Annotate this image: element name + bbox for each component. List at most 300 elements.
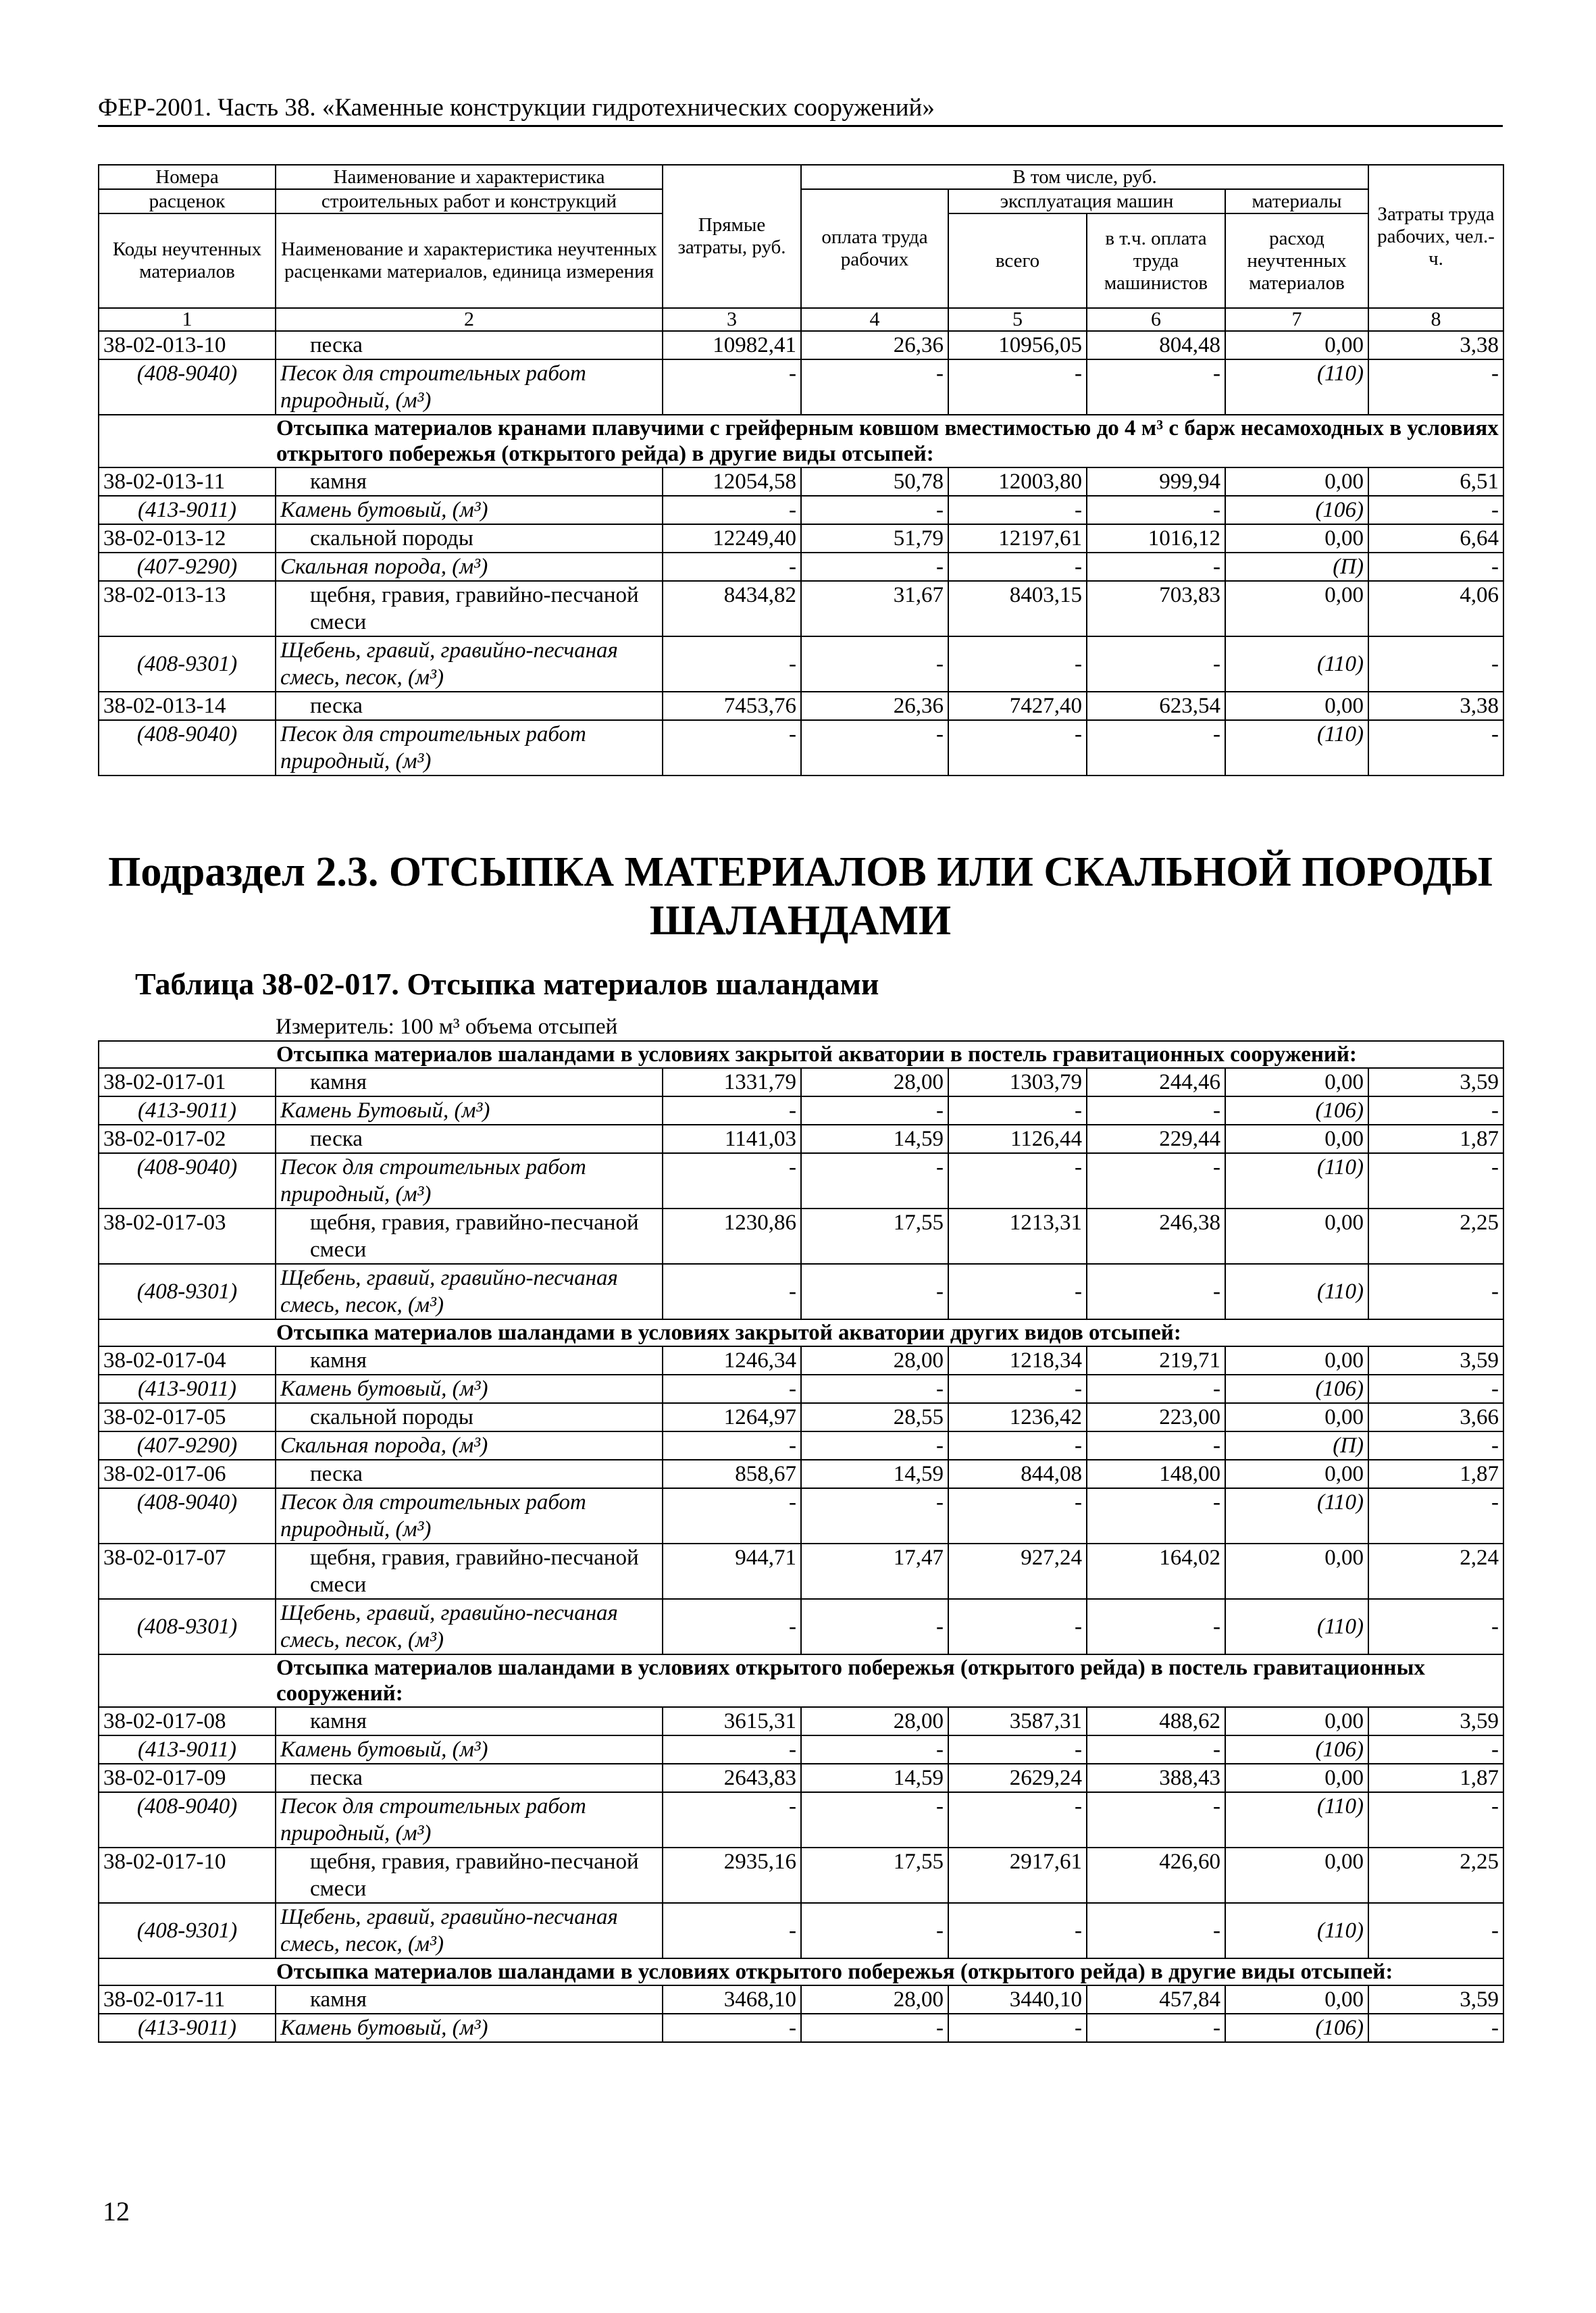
machinists-labor: 219,71 (1087, 1346, 1225, 1375)
labor-hours: 1,87 (1368, 1460, 1503, 1488)
material-name: Песок для строительных работ природный, (м³) (276, 1153, 663, 1209)
material-code: (407-9290) (99, 553, 276, 581)
material-name: Камень Бутовый, (м³) (276, 1096, 663, 1125)
dash: - (1087, 1488, 1225, 1544)
dash: - (948, 1599, 1087, 1654)
dash: - (1087, 1903, 1225, 1958)
rate-name: камня (276, 1707, 663, 1735)
direct-cost: 2643,83 (663, 1764, 801, 1792)
machines-total: 7427,40 (948, 692, 1087, 720)
subsection-title: Подраздел 2.3. ОТСЫПКА МАТЕРИАЛОВ ИЛИ СКАЛЬНОЙ ПОРОДЫ ШАЛАНДАМИ (108, 849, 1493, 944)
material-code: (407-9290) (99, 1431, 276, 1460)
labor-hours: 4,06 (1368, 581, 1503, 636)
labor-cost: 17,55 (801, 1848, 948, 1903)
rates-table-013 (98, 164, 1504, 776)
direct-cost: 3468,10 (663, 1985, 801, 2014)
dash: - (948, 2014, 1087, 2042)
dash: - (1368, 1903, 1503, 1958)
dash: - (948, 1735, 1087, 1764)
rate-38-02-013-12 (99, 524, 1503, 581)
material-code: (408-9040) (99, 1792, 276, 1848)
dash: - (1087, 1264, 1225, 1319)
rate-name: щебня, гравия, гравийно-песчаной смеси (276, 1544, 663, 1599)
dash: - (801, 636, 948, 692)
rate-name: камня (276, 1068, 663, 1096)
rate-code: 38-02-013-14 (99, 692, 276, 720)
labor-hours: 3,38 (1368, 692, 1503, 720)
rate-38-02-017-08 (99, 1707, 1503, 1764)
machines-total: 3587,31 (948, 1707, 1087, 1735)
material-name: Песок для строительных работ природный, (м³) (276, 1488, 663, 1544)
material-consumption: (110) (1225, 1488, 1368, 1544)
head-mat-cons: расход неучтенных материалов (1225, 213, 1368, 308)
head-name-a: Наименование и характеристика (276, 165, 663, 189)
dash: - (663, 720, 801, 776)
dash: - (801, 359, 948, 415)
dash: - (1368, 1375, 1503, 1403)
labor-cost: 31,67 (801, 581, 948, 636)
machinists-labor: 457,84 (1087, 1985, 1225, 2014)
dash: - (1087, 1096, 1225, 1125)
rate-38-02-017-03 (99, 1209, 1503, 1319)
meter-unit: Измеритель: 100 м³ объема отсыпей (276, 1015, 618, 1039)
material-consumption: (110) (1225, 1903, 1368, 1958)
dash: - (1368, 1096, 1503, 1125)
machines-total: 844,08 (948, 1460, 1087, 1488)
rate-name: щебня, гравия, гравийно-песчаной смеси (276, 581, 663, 636)
machines-total: 10956,05 (948, 331, 1087, 359)
rate-name: песка (276, 1764, 663, 1792)
labor-cost: 26,36 (801, 692, 948, 720)
material-consumption: (106) (1225, 1375, 1368, 1403)
direct-cost: 2935,16 (663, 1848, 801, 1903)
labor-hours: 2,25 (1368, 1209, 1503, 1264)
direct-cost: 1246,34 (663, 1346, 801, 1375)
machinists-labor: 804,48 (1087, 331, 1225, 359)
page-header: ФЕР-2001. Часть 38. «Каменные конструкции гидротехнических сооружений» (98, 93, 1503, 127)
direct-cost: 3615,31 (663, 1707, 801, 1735)
material-name: Щебень, гравий, гравийно-песчаная смесь, песок, (м³) (276, 1599, 663, 1654)
dash: - (1368, 496, 1503, 524)
dash: - (1368, 359, 1503, 415)
material-code: (408-9040) (99, 720, 276, 776)
dash: - (948, 1264, 1087, 1319)
machinists-labor: 703,83 (1087, 581, 1225, 636)
rate-38-02-013-10 (99, 331, 1503, 415)
direct-cost: 12054,58 (663, 467, 801, 496)
rate-38-02-017-01 (99, 1068, 1503, 1125)
head-name-b: строительных работ и конструкций (276, 189, 663, 213)
dash: - (1087, 553, 1225, 581)
dash: - (948, 359, 1087, 415)
direct-cost: 1141,03 (663, 1125, 801, 1153)
head-mach-labor: в т.ч. оплата труда машинистов (1087, 213, 1225, 308)
machines-total: 8403,15 (948, 581, 1087, 636)
dash: - (1368, 2014, 1503, 2042)
machines-total: 1236,42 (948, 1403, 1087, 1431)
labor-hours: 1,87 (1368, 1764, 1503, 1792)
rate-code: 38-02-017-08 (99, 1707, 276, 1735)
col-num: 4 (801, 308, 948, 331)
materials-cost: 0,00 (1225, 1125, 1368, 1153)
rate-38-02-017-11 (99, 1985, 1503, 2042)
rate-name: песка (276, 692, 663, 720)
rate-name: камня (276, 467, 663, 496)
material-code: (413-9011) (99, 1735, 276, 1764)
col-num: 3 (663, 308, 801, 331)
dash: - (663, 1792, 801, 1848)
dash: - (801, 720, 948, 776)
direct-cost: 1264,97 (663, 1403, 801, 1431)
group-heading: Отсыпка материалов шаландами в условиях открытого побережья (открытого рейда) в другие виды отсыпей: (99, 1958, 1503, 1985)
dash: - (1087, 1375, 1225, 1403)
dash: - (801, 1264, 948, 1319)
materials-cost: 0,00 (1225, 524, 1368, 553)
rate-name: песка (276, 1460, 663, 1488)
material-name: Песок для строительных работ природный, (м³) (276, 720, 663, 776)
machinists-labor: 999,94 (1087, 467, 1225, 496)
rate-38-02-013-14 (99, 692, 1503, 776)
dash: - (948, 1792, 1087, 1848)
labor-cost: 51,79 (801, 524, 948, 553)
dash: - (801, 1431, 948, 1460)
materials-cost: 0,00 (1225, 692, 1368, 720)
direct-cost: 10982,41 (663, 331, 801, 359)
dash: - (948, 1153, 1087, 1209)
machinists-labor: 223,00 (1087, 1403, 1225, 1431)
material-consumption: (110) (1225, 636, 1368, 692)
dash: - (801, 1903, 948, 1958)
group-heading: Отсыпка материалов шаландами в условиях закрытой акватории в постель гравитационных сооружений: (99, 1041, 1503, 1068)
dash: - (1087, 636, 1225, 692)
material-code: (408-9301) (99, 636, 276, 692)
labor-cost: 28,55 (801, 1403, 948, 1431)
rate-38-02-017-06 (99, 1460, 1503, 1544)
labor-cost: 17,55 (801, 1209, 948, 1264)
col-num: 1 (99, 308, 276, 331)
machines-total: 927,24 (948, 1544, 1087, 1599)
materials-cost: 0,00 (1225, 1346, 1368, 1375)
material-code: (413-9011) (99, 2014, 276, 2042)
head-labor: оплата труда рабочих (801, 189, 948, 308)
rate-38-02-017-09 (99, 1764, 1503, 1848)
rate-code: 38-02-013-13 (99, 581, 276, 636)
materials-cost: 0,00 (1225, 331, 1368, 359)
material-consumption: (110) (1225, 1792, 1368, 1848)
material-name: Скальная порода, (м³) (276, 1431, 663, 1460)
dash: - (1368, 1488, 1503, 1544)
material-name: Щебень, гравий, гравийно-песчаная смесь, песок, (м³) (276, 1903, 663, 1958)
materials-cost: 0,00 (1225, 581, 1368, 636)
dash: - (948, 496, 1087, 524)
material-code: (408-9040) (99, 1488, 276, 1544)
dash: - (1087, 1153, 1225, 1209)
dash: - (948, 1903, 1087, 1958)
material-name: Камень бутовый, (м³) (276, 2014, 663, 2042)
head-num-a: Номера (99, 165, 276, 189)
dash: - (663, 1488, 801, 1544)
dash: - (801, 1599, 948, 1654)
direct-cost: 7453,76 (663, 692, 801, 720)
head-num-b: расценок (99, 189, 276, 213)
machinists-labor: 229,44 (1087, 1125, 1225, 1153)
labor-hours: 6,51 (1368, 467, 1503, 496)
dash: - (801, 1792, 948, 1848)
dash: - (948, 1488, 1087, 1544)
head-mach-total: всего (948, 213, 1087, 308)
dash: - (948, 1096, 1087, 1125)
material-consumption: (110) (1225, 359, 1368, 415)
rate-38-02-017-04 (99, 1346, 1503, 1403)
materials-cost: 0,00 (1225, 1707, 1368, 1735)
labor-cost: 26,36 (801, 331, 948, 359)
head-materials: материалы (1225, 189, 1368, 213)
col-num: 8 (1368, 308, 1503, 331)
dash: - (1087, 1599, 1225, 1654)
machinists-labor: 488,62 (1087, 1707, 1225, 1735)
material-name: Песок для строительных работ природный, (м³) (276, 1792, 663, 1848)
dash: - (801, 553, 948, 581)
machines-total: 2917,61 (948, 1848, 1087, 1903)
material-code: (413-9011) (99, 1375, 276, 1403)
material-code: (408-9301) (99, 1599, 276, 1654)
head-codes: Коды неучтенных материалов (99, 213, 276, 308)
labor-hours: 2,24 (1368, 1544, 1503, 1599)
labor-hours: 3,59 (1368, 1068, 1503, 1096)
rate-code: 38-02-017-09 (99, 1764, 276, 1792)
dash: - (663, 1431, 801, 1460)
rate-code: 38-02-017-02 (99, 1125, 276, 1153)
dash: - (801, 496, 948, 524)
material-consumption: (П) (1225, 1431, 1368, 1460)
group-heading: Отсыпка материалов шаландами в условиях закрытой акватории других видов отсыпей: (99, 1319, 1503, 1346)
materials-cost: 0,00 (1225, 1068, 1368, 1096)
material-code: (413-9011) (99, 496, 276, 524)
machinists-labor: 148,00 (1087, 1460, 1225, 1488)
rate-38-02-017-05 (99, 1403, 1503, 1460)
dash: - (663, 553, 801, 581)
rate-name: скальной породы (276, 524, 663, 553)
materials-cost: 0,00 (1225, 467, 1368, 496)
dash: - (1368, 1153, 1503, 1209)
material-consumption: (106) (1225, 1735, 1368, 1764)
dash: - (1368, 636, 1503, 692)
col-num: 7 (1225, 308, 1368, 331)
dash: - (1368, 1735, 1503, 1764)
labor-cost: 50,78 (801, 467, 948, 496)
machinists-labor: 388,43 (1087, 1764, 1225, 1792)
head-incl: В том числе, руб. (801, 165, 1368, 189)
rate-code: 38-02-017-05 (99, 1403, 276, 1431)
machinists-labor: 246,38 (1087, 1209, 1225, 1264)
dash: - (663, 2014, 801, 2042)
dash: - (1368, 720, 1503, 776)
dash: - (663, 636, 801, 692)
dash: - (1368, 1431, 1503, 1460)
labor-hours: 6,64 (1368, 524, 1503, 553)
direct-cost: 858,67 (663, 1460, 801, 1488)
rate-code: 38-02-017-10 (99, 1848, 276, 1903)
labor-cost: 28,00 (801, 1346, 948, 1375)
materials-cost: 0,00 (1225, 1764, 1368, 1792)
machinists-labor: 244,46 (1087, 1068, 1225, 1096)
material-consumption: (106) (1225, 496, 1368, 524)
materials-cost: 0,00 (1225, 1848, 1368, 1903)
dash: - (948, 720, 1087, 776)
dash: - (663, 1903, 801, 1958)
machines-total: 1126,44 (948, 1125, 1087, 1153)
dash: - (1087, 2014, 1225, 2042)
dash: - (663, 1375, 801, 1403)
machinists-labor: 1016,12 (1087, 524, 1225, 553)
dash: - (801, 1375, 948, 1403)
rate-code: 38-02-013-11 (99, 467, 276, 496)
group-heading: Отсыпка материалов кранами плавучими с грейферным ковшом вместимостью до 4 м³ с барж несамоходных в условиях открытого побережья (открытого рейда) в другие виды отсыпей: (99, 415, 1503, 467)
labor-hours: 3,38 (1368, 331, 1503, 359)
dash: - (1087, 496, 1225, 524)
dash: - (663, 359, 801, 415)
rates-table-017 (98, 1040, 1504, 2043)
dash: - (1087, 1792, 1225, 1848)
rate-38-02-017-10 (99, 1848, 1503, 1958)
head-direct: Прямые затраты, руб. (663, 165, 801, 308)
materials-cost: 0,00 (1225, 1985, 1368, 2014)
machines-total: 2629,24 (948, 1764, 1087, 1792)
material-consumption: (106) (1225, 1096, 1368, 1125)
rate-name: песка (276, 1125, 663, 1153)
rate-38-02-017-07 (99, 1544, 1503, 1654)
dash: - (801, 2014, 948, 2042)
materials-cost: 0,00 (1225, 1209, 1368, 1264)
dash: - (663, 1153, 801, 1209)
rate-code: 38-02-013-10 (99, 331, 276, 359)
rate-name: скальной породы (276, 1403, 663, 1431)
dash: - (663, 496, 801, 524)
material-name: Песок для строительных работ природный, (м³) (276, 359, 663, 415)
dash: - (948, 1431, 1087, 1460)
col-num: 5 (948, 308, 1087, 331)
material-name: Щебень, гравий, гравийно-песчаная смесь, песок, (м³) (276, 636, 663, 692)
labor-hours: 3,66 (1368, 1403, 1503, 1431)
materials-cost: 0,00 (1225, 1403, 1368, 1431)
rate-code: 38-02-017-01 (99, 1068, 276, 1096)
rate-code: 38-02-017-11 (99, 1985, 276, 2014)
dash: - (948, 553, 1087, 581)
dash: - (1368, 1599, 1503, 1654)
dash: - (948, 636, 1087, 692)
labor-cost: 14,59 (801, 1460, 948, 1488)
labor-hours: 1,87 (1368, 1125, 1503, 1153)
dash: - (1368, 553, 1503, 581)
material-code: (408-9040) (99, 359, 276, 415)
material-code: (408-9301) (99, 1903, 276, 1958)
direct-cost: 1230,86 (663, 1209, 801, 1264)
dash: - (663, 1735, 801, 1764)
dash: - (801, 1735, 948, 1764)
dash: - (948, 1375, 1087, 1403)
header-row-2 (99, 189, 1503, 213)
head-hours: Затраты труда рабочих, чел.-ч. (1368, 165, 1503, 308)
dash: - (801, 1096, 948, 1125)
header-row-1 (99, 165, 1503, 189)
rate-name: камня (276, 1346, 663, 1375)
machines-total: 3440,10 (948, 1985, 1087, 2014)
rate-38-02-013-13 (99, 581, 1503, 692)
labor-cost: 28,00 (801, 1068, 948, 1096)
labor-cost: 14,59 (801, 1764, 948, 1792)
material-name: Щебень, гравий, гравийно-песчаная смесь, песок, (м³) (276, 1264, 663, 1319)
machines-total: 1213,31 (948, 1209, 1087, 1264)
material-consumption: (110) (1225, 1599, 1368, 1654)
material-code: (408-9301) (99, 1264, 276, 1319)
rate-code: 38-02-017-06 (99, 1460, 276, 1488)
col-num: 2 (276, 308, 663, 331)
labor-cost: 14,59 (801, 1125, 948, 1153)
materials-cost: 0,00 (1225, 1460, 1368, 1488)
dash: - (1087, 720, 1225, 776)
rate-code: 38-02-017-04 (99, 1346, 276, 1375)
dash: - (1368, 1264, 1503, 1319)
rate-name: щебня, гравия, гравийно-песчаной смеси (276, 1848, 663, 1903)
dash: - (1368, 1792, 1503, 1848)
dash: - (1087, 359, 1225, 415)
group-heading: Отсыпка материалов шаландами в условиях открытого побережья (открытого рейда) в постель гравитационных сооружений: (99, 1654, 1503, 1707)
machines-total: 12003,80 (948, 467, 1087, 496)
labor-cost: 17,47 (801, 1544, 948, 1599)
material-consumption: (П) (1225, 553, 1368, 581)
direct-cost: 944,71 (663, 1544, 801, 1599)
dash: - (663, 1096, 801, 1125)
material-consumption: (106) (1225, 2014, 1368, 2042)
head-machines: эксплуатация машин (948, 189, 1225, 213)
machines-total: 1218,34 (948, 1346, 1087, 1375)
machinists-labor: 164,02 (1087, 1544, 1225, 1599)
dash: - (801, 1153, 948, 1209)
rate-code: 38-02-017-03 (99, 1209, 276, 1264)
material-consumption: (110) (1225, 1153, 1368, 1209)
labor-hours: 3,59 (1368, 1985, 1503, 2014)
dash: - (801, 1488, 948, 1544)
direct-cost: 1331,79 (663, 1068, 801, 1096)
labor-hours: 3,59 (1368, 1707, 1503, 1735)
rate-name: щебня, гравия, гравийно-песчаной смеси (276, 1209, 663, 1264)
rate-38-02-013-11 (99, 467, 1503, 524)
material-consumption: (110) (1225, 1264, 1368, 1319)
machines-total: 12197,61 (948, 524, 1087, 553)
col-num: 6 (1087, 308, 1225, 331)
head-name2: Наименование и характеристика неучтенных расценками материалов, единица измерения (276, 213, 663, 308)
rate-name: песка (276, 331, 663, 359)
dash: - (1087, 1431, 1225, 1460)
labor-hours: 3,59 (1368, 1346, 1503, 1375)
material-code: (413-9011) (99, 1096, 276, 1125)
dash: - (663, 1599, 801, 1654)
materials-cost: 0,00 (1225, 1544, 1368, 1599)
page-number: 12 (103, 2196, 130, 2227)
dash: - (663, 1264, 801, 1319)
table-title: Таблица 38-02-017. Отсыпка материалов шаландами (135, 967, 879, 1001)
material-code: (408-9040) (99, 1153, 276, 1209)
labor-cost: 28,00 (801, 1707, 948, 1735)
material-consumption: (110) (1225, 720, 1368, 776)
direct-cost: 8434,82 (663, 581, 801, 636)
material-name: Скальная порода, (м³) (276, 553, 663, 581)
machinists-labor: 623,54 (1087, 692, 1225, 720)
machinists-labor: 426,60 (1087, 1848, 1225, 1903)
material-name: Камень бутовый, (м³) (276, 1375, 663, 1403)
rate-name: камня (276, 1985, 663, 2014)
material-name: Камень бутовый, (м³) (276, 1735, 663, 1764)
